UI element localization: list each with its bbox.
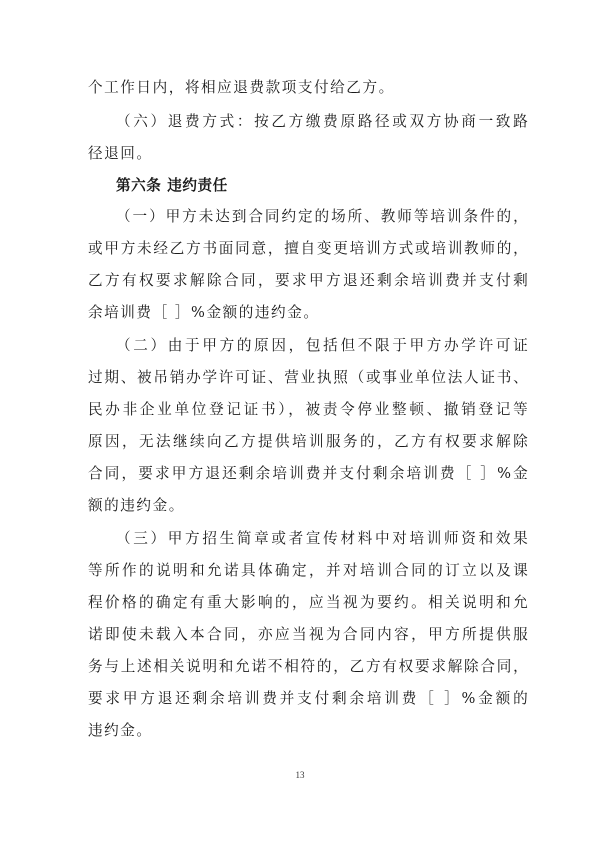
article-title: 违约责任 [167,177,228,194]
text-line: 余培训费［ ］%金额的违约金。 [88,304,320,321]
article-number: 第六条 [116,177,162,194]
text-line: 合同，要求甲方退还剩余培训费并支付剩余培训费［ ］%金 [88,465,528,482]
text-line: 过期、被吊销办学许可证、营业执照（或事业单位法人证书、 [88,369,528,386]
text-line: 诺即使未载入本合同，亦应当视为合同内容，甲方所提供服 [88,626,528,643]
text-line: 民办非企业单位登记证书），被责令停业整顿、撤销登记等 [88,401,528,418]
section-heading [116,176,528,196]
text-line: 程价格的确定有重大影响的，应当视为要约。相关说明和允 [88,594,528,611]
text-line: 径退回。 [88,145,153,162]
page-number: 13 [295,770,305,780]
text-line: （三）甲方招生简章或者宣传材料中对培训师资和效果 [116,530,528,547]
text-line: 或甲方未经乙方书面同意，擅自变更培训方式或培训教师的， [88,240,528,257]
text-line: （一）甲方未达到合同约定的场所、教师等培训条件的， [116,208,528,225]
text-line: 要求甲方退还剩余培训费并支付剩余培训费［ ］%金额的 [88,690,528,707]
text-line: 原因，无法继续向乙方提供培训服务的，乙方有权要求解除 [88,433,528,450]
text-line: 务与上述相关说明和允诺不相符的，乙方有权要求解除合同， [88,658,528,675]
text-line: 等所作的说明和允诺具体确定，并对培训合同的订立以及课 [88,562,528,579]
text-line: （六）退费方式：按乙方缴费原路径或双方协商一致路 [116,113,528,130]
text-line: 额的违约金。 [88,497,185,514]
text-line: （二）由于甲方的原因，包括但不限于甲方办学许可证 [116,337,528,354]
text-line: 违约金。 [88,722,153,739]
text-line: 乙方有权要求解除合同，要求甲方退还剩余培训费并支付剩 [88,272,528,289]
text-line: 个工作日内，将相应退费款项支付给乙方。 [88,79,395,96]
